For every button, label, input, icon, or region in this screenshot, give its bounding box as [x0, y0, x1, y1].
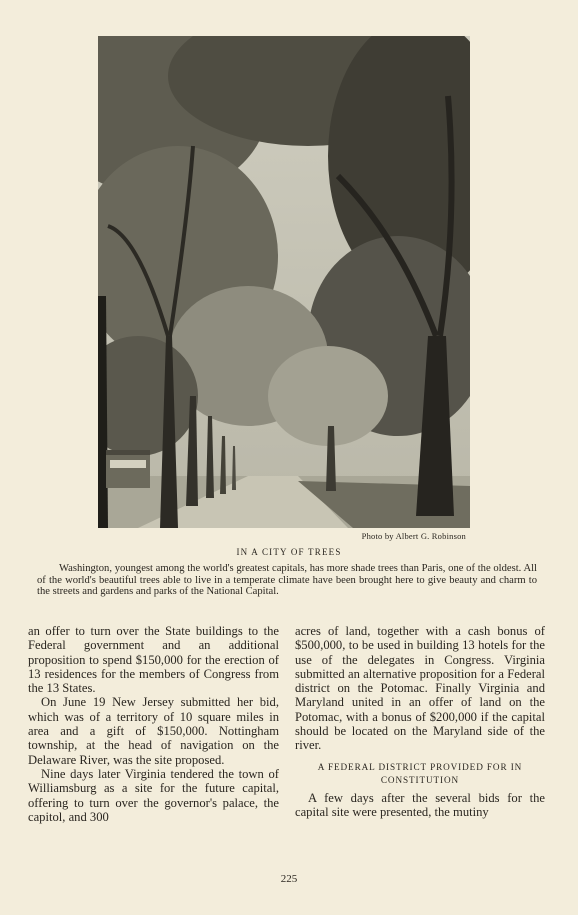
page-number: 225: [280, 873, 298, 885]
caption-text: [37, 563, 537, 598]
section-subheading: A FEDERAL DISTRICT PROVIDED FOR IN CONSTITUTION: [317, 761, 523, 785]
paragraph: On June 19 New Jersey submitted her bid, which was of a territory of 10 square miles in area and a gift of $150,000. Nottingham township, at the head of navigation on the Delaware River, was the site proposed.: [28, 695, 279, 767]
photo-credit: Photo by Albert G. Robinson: [361, 531, 466, 541]
caption-title: IN A CITY OF TREES: [236, 547, 342, 557]
caption-body: Washington, youngest among the world's greatest capitals, has more shade trees than Paris, one of the oldest. All of the world's beautiful trees able to live in a temperate climate have been brought here to give beauty and charm to the streets and gardens and parks of the National Capital.: [37, 563, 537, 598]
paragraph: an offer to turn over the State buildings to the Federal government and an additional proposition to spend $150,000 for the erection of 13 residences for the members of Congress from the 13 States.: [28, 624, 279, 696]
paragraph: A few days after the several bids for the capital site were presented, the mutiny: [295, 790, 545, 819]
text-column-left: [28, 624, 279, 824]
text-column-right: [295, 624, 545, 819]
tree-avenue-photo: [98, 36, 470, 528]
paragraph: Nine days later Virginia tendered the town of Williamsburg as a site for the future capital, offering to turn over the governor's palace, the capitol, and 300: [28, 766, 279, 824]
paragraph: acres of land, together with a cash bonus of $500,000, to be used in building 13 hotels for the use of the delegates in Congress. Virginia submitted an alternative proposition for a Federal district on the Potomac. Finally Virginia and Maryland united in an offer of land on the Potomac, with a bonus of $200,000 if the capital should be located on the Maryland side of the river.: [295, 624, 545, 753]
